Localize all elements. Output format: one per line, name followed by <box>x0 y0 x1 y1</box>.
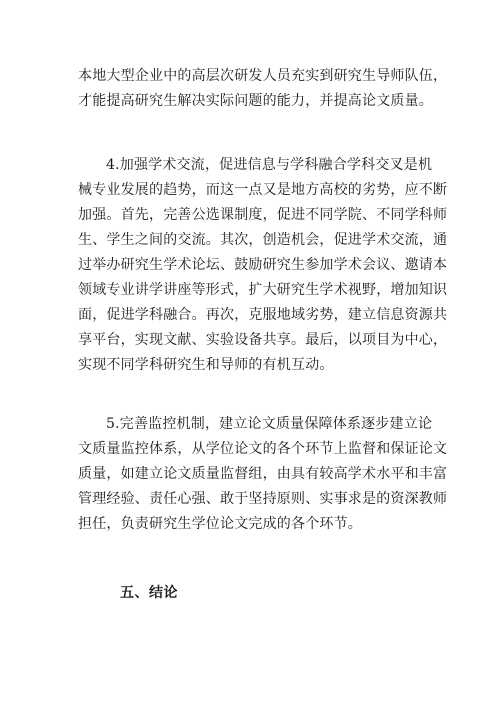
text-line: 担任，负责研究生学位论文完成的各个环节。 <box>78 516 362 532</box>
text-line: 质量，如建立论文质量监督组，由具有较高学术水平和丰富 <box>78 466 448 482</box>
text-line: 面，促进学科融合。再次，克服地域劣势，建立信息资源共 <box>78 307 448 323</box>
section-heading-conclusion: 五、结论 <box>120 585 178 601</box>
text-line: 文质量监控体系，从学位论文的各个环节上监督和保证论文 <box>78 441 448 457</box>
text-line: 享平台，实现文献、实验设备共享。最后，以项目为中心， <box>78 332 448 348</box>
text-line: 领域专业讲学讲座等形式，扩大研究生学术视野，增加知识 <box>78 282 448 298</box>
text-line: 本地大型企业中的高层次研发人员充实到研究生导师队伍， <box>78 68 448 84</box>
text-line: 加强。首先，完善公选课制度，促进不同学院、不同学科师 <box>78 207 448 223</box>
text-line: 4.加强学术交流，促进信息与学科融合学科交叉是机 <box>106 157 433 173</box>
text-line: 5.完善监控机制，建立论文质量保障体系逐步建立论 <box>106 416 433 432</box>
text-line: 才能提高研究生解决实际问题的能力，并提高论文质量。 <box>78 93 433 109</box>
paragraph-monitoring-mechanism <box>78 412 448 537</box>
text-line: 械专业发展的趋势，而这一点又是地方高校的劣势，应不断 <box>78 182 448 198</box>
paragraph-mentor-team <box>78 64 448 114</box>
text-line: 过举办研究生学术论坛、鼓励研究生参加学术会议、邀请本 <box>78 257 448 273</box>
paragraph-academic-exchange <box>78 153 448 378</box>
text-line: 实现不同学科研究生和导师的有机互动。 <box>78 357 334 373</box>
text-line: 生、学生之间的交流。其次，创造机会，促进学术交流，通 <box>78 232 448 248</box>
text-line: 管理经验、责任心强、敢于坚持原则、实事求是的资深教师 <box>78 491 448 507</box>
